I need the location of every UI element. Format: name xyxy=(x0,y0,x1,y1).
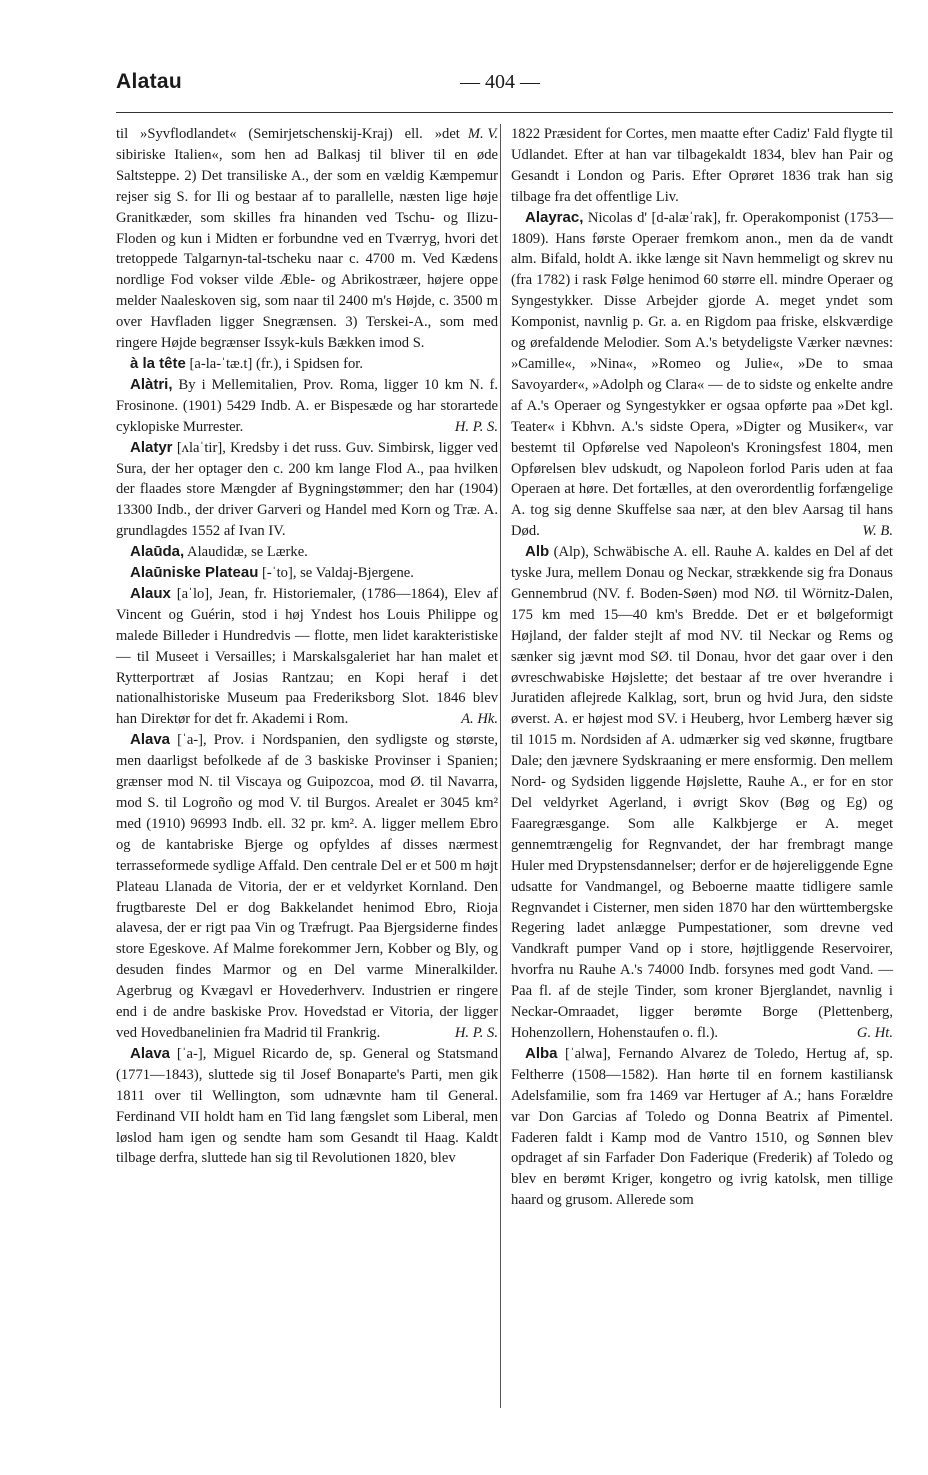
right-column xyxy=(511,124,893,1211)
entry-headword: Alaūda, xyxy=(130,543,185,561)
entry-paragraph xyxy=(116,354,498,375)
entry-paragraph xyxy=(116,124,498,354)
entry-headword: Alba xyxy=(525,1044,558,1062)
entry-text: 1822 Præsident for Cortes, men maatte efter Cadiz' Fald flygte til Udlandet. Efter at han var tilbagekaldt 1834, blev han Pair og Gesandt i London og Paris. Efter Oprøret 1836 trak han sig tilbage fra det offentlige Liv. xyxy=(511,126,893,205)
header-rule xyxy=(116,112,893,113)
entry-paragraph xyxy=(116,438,498,543)
entry-text: [ˈa-], Miguel Ricardo de, sp. General og Statsmand (1771—1843), sluttede sig til Josef Bonaparte's Parti, men gik 1811 over til Wellington, som udnævnte ham til General. Ferdinand VII holdt ham en Tid lang fængslet som Liberal, men løslod ham igen og sendte ham som Gesandt til Haag. Kaldt tilbage derfra, sluttede han sig til Revolutionen 1820, blev xyxy=(116,1045,498,1167)
entry-signature: G. Ht. xyxy=(856,1024,893,1041)
entry-headword: Alaūniske Plateau xyxy=(130,564,259,582)
entry-headword: Alàtri, xyxy=(130,375,173,393)
entry-text: [-ˈto], se Valdaj-Bjergene. xyxy=(258,565,414,582)
entry-text: By i Mellemitalien, Prov. Roma, ligger 10 km N. f. Frosinone. (1901) 5429 Indb. A. er Bispesæde og har storartede cyklopiske Murrester. xyxy=(116,376,498,435)
entry-text: [ˈalwa], Fernando Alvarez de Toledo, Hertug af, sp. Feltherre (1508—1582). Han hørte til en fornem kastiliansk Adelsfamilie, som fra 1469 var Hertuger af A.; hans Forældre var Don Garcias af Toledo og Donna Beatrix af Pimentel. Faderen faldt i Kamp mod de Vantro 1510, og Sønnen blev opdraget af sin Farfader Don Faderique (Frederik) af Toledo og blev en berømt Kriger, kongetro og ivrig katolsk, men tillige haard og grusom. Allerede som xyxy=(511,1045,893,1209)
entry-paragraph xyxy=(116,563,498,584)
entry-paragraph xyxy=(116,584,498,730)
column-divider xyxy=(500,124,501,1408)
entry-paragraph xyxy=(511,208,893,543)
entry-headword: Alaux xyxy=(130,584,171,602)
entry-signature: W. B. xyxy=(862,523,893,540)
entry-headword: à la tête xyxy=(130,354,186,372)
entry-signature: A. Hk. xyxy=(461,711,498,728)
entry-signature: H. P. S. xyxy=(454,1024,498,1041)
entry-text: [aˈlo], Jean, fr. Historiemaler, (1786—1864), Elev af Vincent og Guérin, stod i høj Yndest hos Louis Philippe og malede Billeder i Hundredvis — flotte, men lidet karakteristiske — til Museet i Versailles; i Marskalsgaleriet har han malet et Rytterportræt af Josias Rantzau; en Kopi heraf i det nationalhistoriske Museum paa Frederiksborg Slot. 1846 blev han Direktør for det fr. Akademi i Rom. xyxy=(116,585,498,728)
entry-headword: Alava xyxy=(130,731,171,749)
entry-text: (Alp), Schwäbische A. ell. Rauhe A. kaldes en Del af det tyske Jura, mellem Donau og Neckar, strækkende sig fra Donaus Gennembrud (NV. f. Boden-Søen) mod NØ. til Wörnitz-Dalen, 175 km med 15—40 km's Bredde. Det er et bølgeformigt Højland, der falder stejlt af mod NV. til Neckar og Rems og sænker sig jævnt mod SØ. til Donau, hvor det gaar over i den øvreschwabiske Højslette; det bestaar af tre over hverandre i Juratiden aflejrede Kalklag, sort, brun og hvid Jura, den sidste øverst. A. er højest mod SV. i Heuberg, hvor Lemberg hæver sig til 1015 m. Nordsiden af A. udmærker sig ved skønne, frugtbare Dale; den jævnere Sydskraaning er mere ensformig. Den mellem Nord- og Sydsiden liggende Højslette, Rauhe A., er for en stor Del veldyrket Agerland, i øvrigt Skov (Bøg og Eg) og Faaregræsgange. Som alle Kalkbjerge er A. meget gennemtrængelig for Regnvandet, der har frembragt mange Huler med Drypstensdannelser; derfor er de højereliggende Egne udsatte for Vandmangel, og Beboerne maatte tidligere samle Regnvandet i Cisterner, men siden 1870 har den württembergske Regering ladet anlægge Pumpestationer, som drevne ved Vandkraft pumper Vand op i store, højtliggende Reservoirer, hvorfra nu Rauhe A.'s 74000 Indb. forsynes med godt Vand. — Paa fl. af de stejle Tinder, som kroner Bjerglandet, navnlig i Neckar-Omraadet, ligger berømte Borge (Plettenberg, Hohenzollern, Hohenstaufen o. fl.). xyxy=(511,544,893,1041)
entry-text: Alaudidæ, se Lærke. xyxy=(184,544,308,561)
entry-signature: H. P. S. xyxy=(454,418,498,435)
entry-text: Nicolas d' [d-alæˈrak], fr. Operakomponist (1753—1809). Hans første Operaer fremkom anon., men da de vandt alm. Bifald, holdt A. ikke længe sit Navn hemmeligt og skrev nu (fra 1782) i rask Følge henimod 60 større ell. mindre Operaer og Syngestykker. Disse Arbejder gjorde A. meget yndet som Komponist, navnlig p. Gr. a. en Rigdom paa friske, elskværdige og ørefaldende Melodier. Som A.'s betydeligste Værker nævnes: »Camille«, »Nina«, »Romeo og Julie«, »De to smaa Savoyarder«, »Adolph og Clara« — de to sidste og enkelte andre af A.'s Operaer og Syngestykker er ogsaa opførte paa »Det kgl. Teater« i Kbhvn. A.'s sidste Opera, »Digter og Musiker«, var bestemt til Opførelse ved Napoleon's Kroningsfest 1804, men Opførelsen blev udskudt, og Napoleon forlod Paris uden at faa Operaen at høre. Det fortælles, at den overordentlig forfængelige A. tog sig denne Skuffelse saa nær, at den blev Aarsag til hans Død. xyxy=(511,209,893,540)
entry-paragraph xyxy=(116,375,498,438)
entry-paragraph xyxy=(511,542,893,1044)
page-number: — 404 — xyxy=(460,71,540,93)
entry-headword: Alatyr xyxy=(130,438,173,456)
entry-paragraph xyxy=(116,1044,498,1169)
entry-text: til »Syvflodlandet« (Semirjetschenskij-Kraj) ell. »det sibiriske Italien«, som hen ad Balkasj til bliver til en øde Saltsteppe. 2) Det transiliske A., der som en vældig Kæmpemur rejser sig S. for Ili og bestaar af to parallelle, næsten lige høje Granitkæder, som skilles fra hinanden ved Tschu- og Ilizu-Floden og kun i Midten er forbundne ved en Tværryg, hvori det tretoppede Talgarnyn-tal-tscheku naar c. 4700 m. Ved Kædens nordlige Fod vokser vilde Æble- og Abrikostræer, højere oppe melder Naaleskoven sig, som naar til 2400 m's Højde, c. 3500 m over Havfladen ligger Snegrænsen. 3) Terskei-A., som med ringere Højde begrænser Issyk-kuls Bækken imod S. xyxy=(116,126,498,352)
left-column xyxy=(116,124,498,1169)
entry-paragraph xyxy=(511,124,893,208)
entry-headword: Alayrac, xyxy=(525,208,584,226)
entry-text: [a-la-ˈtæ.t] (fr.), i Spidsen for. xyxy=(185,355,363,372)
entry-paragraph xyxy=(511,1044,893,1211)
entry-paragraph xyxy=(116,542,498,563)
running-header xyxy=(116,70,816,100)
entry-text: [ʌlaˈtir], Kredsby i det russ. Guv. Simbirsk, ligger ved Sura, der her optager den c. 200 km lange Flod A., paa hvilken der flaades store Mængder af Bygningstømmer; den har (1904) 13300 Indb., der driver Garveri og Handel med Korn og Træ. A. grundlagdes 1552 af Ivan IV. xyxy=(116,439,498,540)
entry-headword: Alava xyxy=(130,1044,171,1062)
entry-signature: M. V. xyxy=(467,126,498,142)
entry-paragraph xyxy=(116,730,498,1044)
header-title: Alatau xyxy=(116,70,182,93)
entry-text: [ˈa-], Prov. i Nordspanien, den sydligste og største, men daarligst befolkede af de 3 baskiske Provinser i Spanien; grænser mod N. til Viscaya og Guipozcoa, mod Ø. til Navarra, mod S. til Logroño og mod V. til Burgos. Arealet er 3045 km² med (1910) 96993 Indb. ell. 32 pr. km². A. ligger mellem Ebro og de kantabriske Bjerge og opfyldes af disses nærmest terrasseformede sydlige Affald. Den centrale Del er et 500 m højt Plateau Llanada de Vitoria, der er et veldyrket Kornland. Den frugtbareste Del er dog Bakkelandet henimod Ebro, Rioja alavesa, der er rigt paa Vin og Træfrugt. Paa Bjergsiderne findes store Egeskove. Af Malme forekommer Jern, Kobber og Bly, og desuden findes Marmor og en Del varme Mineralkilder. Agerbrug og Kvægavl er Hovederhverv. Industrien er ringere end i de andre baskiske Prov. Hovedstad er Vitoria, der ligger ved Hovedbanelinien fra Madrid til Frankrig. xyxy=(116,732,498,1041)
entry-headword: Alb xyxy=(525,543,550,561)
